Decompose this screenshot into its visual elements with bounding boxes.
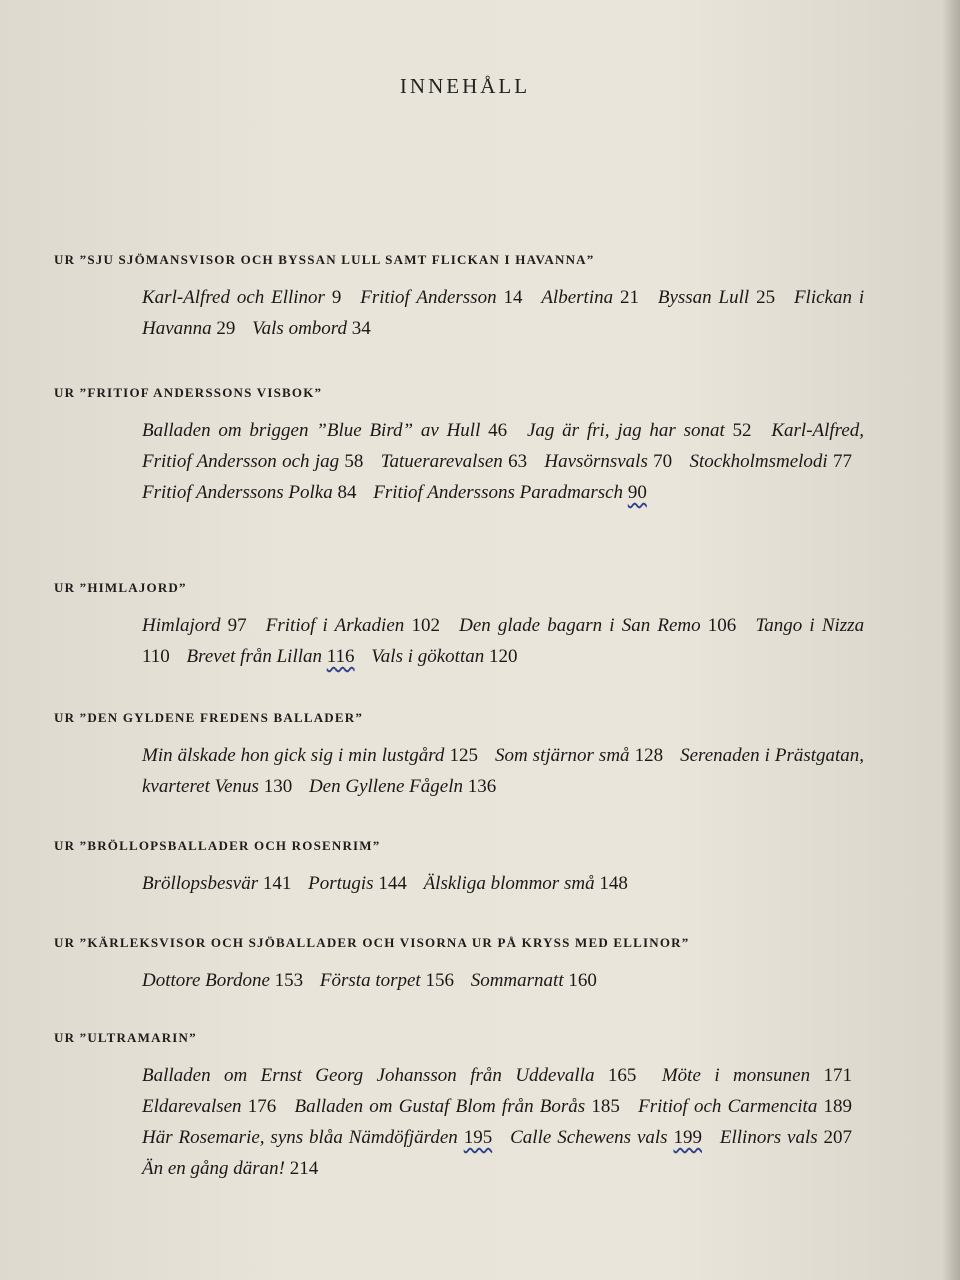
entry-title: Balladen om Ernst Georg Johansson från Uddevalla (142, 1065, 595, 1086)
toc-entry (495, 745, 663, 766)
toc-entry (638, 1096, 852, 1117)
entry-list (142, 610, 864, 672)
entry-title: Fritiof Andersson (360, 287, 497, 308)
entry-list (142, 415, 864, 508)
entry-page-number: 195 (463, 1127, 493, 1148)
entry-title: Fritiof i Arkadien (265, 615, 405, 636)
toc-entry (373, 482, 647, 503)
toc-entry (471, 970, 597, 991)
toc-entry (142, 1127, 492, 1148)
toc-entry (320, 970, 454, 991)
entry-title: Dottore Bordone (142, 970, 270, 991)
entry-page-number: 130 (263, 776, 293, 797)
entry-page-number: 136 (467, 776, 497, 797)
entry-page-number: 97 (227, 615, 247, 636)
toc-entry (544, 451, 672, 472)
entry-title: Fritiof och Carmencita (638, 1096, 818, 1117)
entry-title: Karl-Alfred och Ellinor (142, 287, 325, 308)
entry-page-number: 34 (351, 318, 371, 339)
section-heading: UR ”KÄRLEKSVISOR OCH SJÖBALLADER OCH VISORNA UR PÅ KRYSS MED ELLINOR” (54, 935, 690, 950)
entry-page-number: 141 (262, 873, 292, 894)
entry-page-number: 84 (337, 482, 357, 503)
entry-page-number: 199 (673, 1127, 702, 1148)
entry-title: Albertina (541, 287, 614, 308)
entry-page-number: 144 (378, 873, 407, 894)
section-heading: UR ”SJU SJÖMANSVISOR OCH BYSSAN LULL SAMT FLICKAN I HAVANNA” (54, 252, 595, 267)
toc-entry (308, 873, 407, 894)
toc-entry (187, 646, 355, 667)
entry-title: Vals i gökottan (371, 646, 485, 667)
entry-title: Än en gång däran! (142, 1158, 286, 1179)
entry-page-number: 14 (503, 287, 523, 308)
entry-title: Fritiof Anderssons Paradmarsch (373, 482, 624, 503)
toc-entry (541, 287, 639, 308)
entry-page-number: 165 (607, 1065, 637, 1086)
toc-section (54, 580, 864, 672)
entry-page-number: 9 (331, 287, 342, 308)
entry-page-number: 25 (756, 287, 776, 308)
entry-page-number: 153 (274, 970, 304, 991)
page-edge-shadow (942, 0, 960, 1280)
toc-entry (720, 1127, 852, 1148)
entry-title: Tango i Nizza (755, 615, 865, 636)
toc-entry (142, 482, 356, 503)
entry-title: Balladen om briggen ”Blue Bird” av Hull (142, 420, 481, 441)
toc-entry (142, 615, 247, 636)
entry-title: Karl-Alfred, Fritiof Andersson och jag (142, 420, 865, 472)
toc-entry (266, 615, 440, 636)
entry-title: Portugis (308, 873, 374, 894)
toc-entry (360, 287, 522, 308)
entry-title: Byssan Lull (657, 287, 750, 308)
entry-list (142, 740, 864, 802)
entry-list (142, 868, 864, 899)
toc-section (54, 710, 864, 802)
entry-title: Första torpet (319, 970, 421, 991)
entry-page-number: 171 (823, 1065, 853, 1086)
entry-page-number: 70 (653, 451, 673, 472)
entry-page-number: 58 (344, 451, 364, 472)
entry-page-number: 46 (488, 420, 508, 441)
toc-entry (294, 1096, 619, 1117)
toc-entry (510, 1127, 702, 1148)
entry-title: Min älskade hon gick sig i min lustgård (142, 745, 445, 766)
entry-page-number: 128 (634, 745, 664, 766)
entry-page-number: 52 (732, 420, 752, 441)
toc-section (54, 385, 864, 508)
entry-list (142, 1060, 864, 1184)
section-heading: UR ”FRITIOF ANDERSSONS VISBOK” (54, 385, 323, 400)
page-title: INNEHÅLL (399, 74, 531, 98)
entry-page-number: 106 (707, 615, 737, 636)
entry-title: Fritiof Anderssons Polka (142, 482, 333, 503)
entry-page-number: 116 (326, 646, 355, 667)
toc-entry (142, 970, 303, 991)
toc-entry (142, 1065, 636, 1086)
toc-entry (459, 615, 736, 636)
toc-entry (142, 873, 291, 894)
entry-page-number: 90 (627, 482, 647, 503)
entry-page-number: 110 (142, 646, 170, 667)
entry-title: Calle Schewens vals (510, 1127, 668, 1148)
toc-entry (142, 745, 478, 766)
toc-section (54, 1030, 864, 1184)
entry-title: Sommarnatt (470, 970, 564, 991)
entry-title: Här Rosemarie, syns blåa Nämdöfjärden (142, 1127, 458, 1148)
entry-title: Eldarevalsen (142, 1096, 242, 1117)
entry-title: Stockholmsmelodi (689, 451, 828, 472)
entry-page-number: 156 (425, 970, 454, 991)
entry-page-number: 160 (568, 970, 597, 991)
toc-entry (252, 318, 371, 339)
entry-title: Bröllopsbesvär (142, 873, 259, 894)
entry-title: Ellinors vals (719, 1127, 818, 1148)
toc-section (54, 252, 864, 344)
entry-title: Den Gyllene Fågeln (308, 776, 464, 797)
section-heading: UR ”HIMLAJORD” (54, 580, 187, 595)
entry-page-number: 148 (599, 873, 628, 894)
entry-page-number: 125 (449, 745, 478, 766)
entry-list (142, 282, 864, 344)
section-heading: UR ”DEN GYLDENE FREDENS BALLADER” (54, 710, 364, 725)
entry-page-number: 29 (216, 318, 236, 339)
toc-entry (371, 646, 517, 667)
toc-entry (142, 287, 341, 308)
toc-entry (142, 420, 507, 441)
entry-page-number: 207 (823, 1127, 853, 1148)
entry-list (142, 965, 864, 996)
toc-section (54, 935, 864, 996)
entry-title: Havsörnsvals (544, 451, 648, 472)
section-heading: UR ”BRÖLLOPSBALLADER OCH ROSENRIM” (54, 838, 381, 853)
entry-page-number: 21 (619, 287, 639, 308)
entry-page-number: 189 (823, 1096, 853, 1117)
entry-title: Möte i monsunen (661, 1065, 811, 1086)
entry-page-number: 120 (489, 646, 518, 667)
entry-title: Älskliga blommor små (423, 873, 595, 894)
entry-title: Den glade bagarn i San Remo (459, 615, 701, 636)
toc-section (54, 838, 864, 899)
entry-title: Balladen om Gustaf Blom från Borås (294, 1096, 586, 1117)
toc-entry (142, 1158, 318, 1179)
section-heading: UR ”ULTRAMARIN” (54, 1030, 197, 1045)
toc-entry (689, 451, 852, 472)
entry-page-number: 77 (833, 451, 852, 472)
toc-entry (142, 1096, 276, 1117)
toc-entry (309, 776, 496, 797)
entry-title: Himlajord (142, 615, 221, 636)
entry-page-number: 214 (289, 1158, 319, 1179)
entry-page-number: 63 (508, 451, 528, 472)
entry-title: Serenaden i Prästgatan, kvarteret Venus (142, 745, 865, 797)
entry-title: Brevet från Lillan (186, 646, 322, 667)
toc-entry (527, 420, 752, 441)
toc-entry (662, 1065, 852, 1086)
toc-entry (424, 873, 628, 894)
entry-title: Som stjärnor små (494, 745, 630, 766)
entry-title: Flickan i Havanna (142, 287, 865, 339)
entry-title: Tatuerarevalsen (380, 451, 503, 472)
entry-title: Jag är fri, jag har sonat (526, 420, 725, 441)
toc-entry (658, 287, 775, 308)
toc-entry (381, 451, 527, 472)
entry-page-number: 185 (591, 1096, 620, 1117)
entry-title: Vals ombord (252, 318, 347, 339)
entry-page-number: 102 (411, 615, 440, 636)
entry-page-number: 176 (247, 1096, 277, 1117)
